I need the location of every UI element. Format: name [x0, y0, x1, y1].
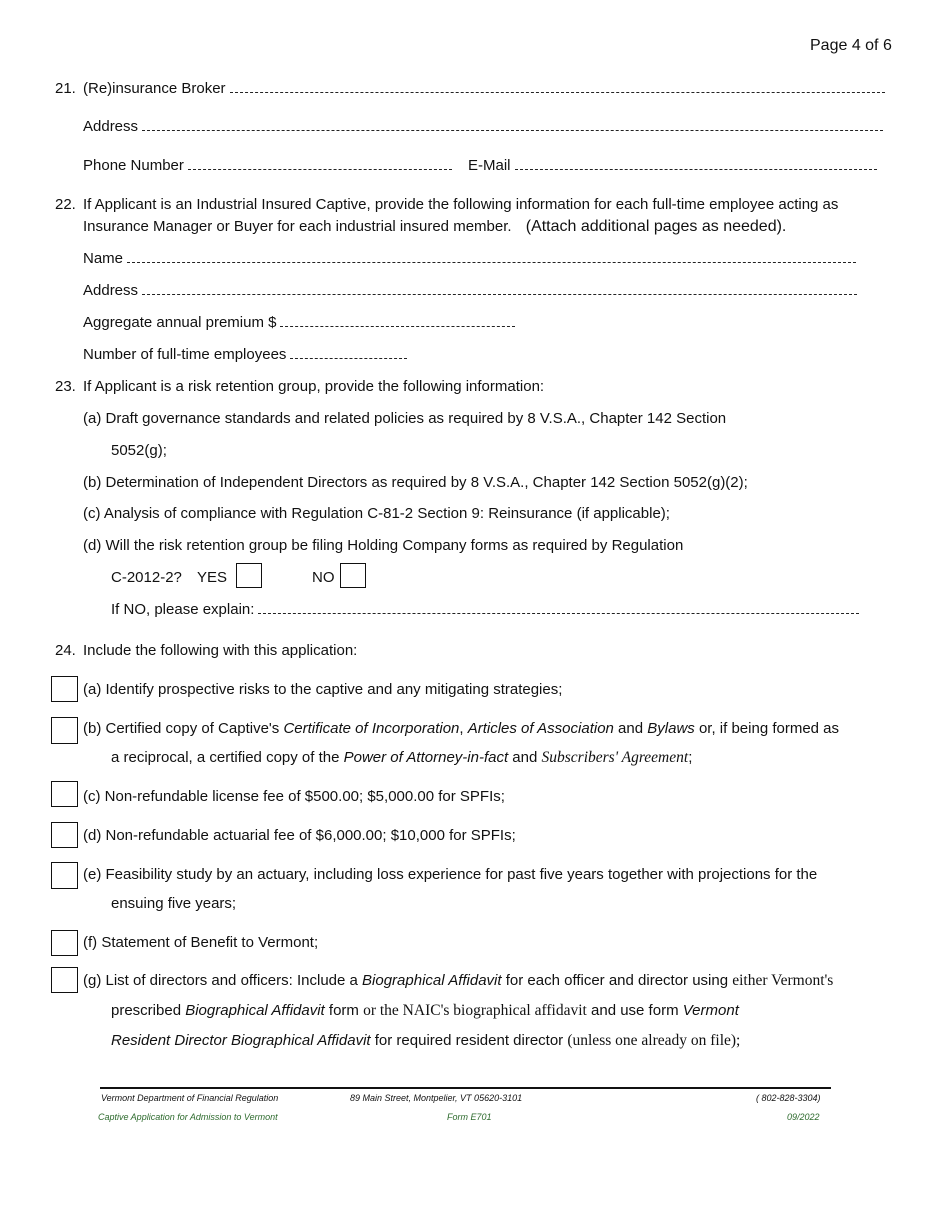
question-24-intro: Include the following with this application:	[83, 642, 358, 659]
explain-label: If NO, please explain:	[111, 601, 255, 618]
no-checkbox[interactable]	[340, 563, 366, 588]
employee-name-input[interactable]	[127, 250, 856, 263]
item-f-checkbox[interactable]	[51, 930, 78, 956]
item-a-checkbox[interactable]	[51, 676, 78, 702]
either-vermonts-text: either Vermont's	[732, 972, 834, 989]
q24-b-line2-end: ;	[688, 749, 693, 766]
page-indicator: Page 4 of 6	[810, 37, 892, 54]
q24-item-f: (f) Statement of Benefit to Vermont;	[83, 934, 319, 951]
employee-address-label: Address	[83, 282, 139, 299]
broker-email-row	[468, 157, 877, 174]
broker-address-input[interactable]	[142, 118, 883, 131]
question-23-intro: If Applicant is a risk retention group, provide the following information:	[83, 378, 545, 395]
biographical-affidavit-form-text: Biographical Affidavit	[185, 1002, 325, 1019]
q24-g-line2-text: prescribed	[111, 1002, 186, 1019]
employee-name-label: Name	[83, 250, 124, 267]
broker-email-label: E-Mail	[468, 157, 511, 174]
q24-g-line3-text: for required resident director	[370, 1032, 568, 1049]
employee-address-row	[83, 282, 857, 299]
item-c-checkbox[interactable]	[51, 781, 78, 807]
q24-b-text: (b) Certified copy of Captive's	[83, 720, 284, 737]
question-22-note: (Attach additional pages as needed).	[525, 218, 787, 235]
employee-address-input[interactable]	[142, 282, 857, 295]
footer-form-title: Captive Application for Admission to Vermont	[98, 1112, 278, 1122]
q23-item-b: (b) Determination of Independent Directors as required by 8 V.S.A., Chapter 142 Section 5052(g)(2);	[83, 474, 748, 491]
q24-item-g-line3	[111, 1032, 740, 1050]
broker-phone-row	[83, 157, 452, 174]
broker-address-row	[83, 118, 883, 135]
q24-g-line2-use-form: and use form	[586, 1002, 683, 1019]
q24-b-text-end: or, if being formed as	[694, 720, 840, 737]
question-22-text-main: Insurance Manager or Buyer for each industrial insured member.	[83, 218, 512, 235]
q24-item-b-line2	[111, 749, 692, 767]
q24-b-line2-and: and	[508, 749, 542, 766]
premium-label: Aggregate annual premium $	[83, 314, 277, 331]
question-21-number: 21.	[55, 80, 76, 97]
question-23-number: 23.	[55, 378, 76, 395]
question-22-number: 22.	[55, 196, 76, 213]
subscribers-agreement-text: Subscribers' Agreement	[541, 749, 689, 766]
broker-field-row	[83, 80, 885, 97]
q24-b-comma: ,	[459, 720, 468, 737]
broker-email-input[interactable]	[515, 157, 877, 170]
yes-checkbox[interactable]	[236, 563, 262, 588]
footer-divider	[100, 1087, 831, 1089]
q24-item-b-line1	[83, 720, 839, 737]
question-24-number: 24.	[55, 642, 76, 659]
item-e-checkbox[interactable]	[51, 862, 78, 889]
q24-item-a: (a) Identify prospective risks to the captive and any mitigating strategies;	[83, 681, 563, 698]
explain-row	[111, 601, 859, 618]
q23-item-d-line2: C-2012-2?	[111, 569, 182, 586]
q24-b-and: and	[613, 720, 648, 737]
vermont-form-text: Vermont	[682, 1002, 739, 1019]
q24-item-c: (c) Non-refundable license fee of $500.00; $5,000.00 for SPFIs;	[83, 788, 505, 805]
q24-g-text: (g) List of directors and officers: Include a	[83, 972, 363, 989]
unless-on-file-text: (unless one already on file);	[567, 1032, 741, 1049]
employees-count-row	[83, 346, 407, 363]
q23-item-d-line1: (d) Will the risk retention group be filing Holding Company forms as required by Regulation	[83, 537, 684, 554]
explain-input[interactable]	[258, 601, 859, 614]
q24-g-text-mid: for each officer and director using	[501, 972, 733, 989]
q23-item-c: (c) Analysis of compliance with Regulation C-81-2 Section 9: Reinsurance (if applicable);	[83, 505, 670, 522]
question-22-text-line2	[83, 218, 786, 236]
naic-affidavit-text: or the NAIC's biographical affidavit	[363, 1002, 587, 1019]
question-22-text-line1: If Applicant is an Industrial Insured Captive, provide the following information for each full-time employee acting as	[83, 196, 839, 213]
broker-label: (Re)insurance Broker	[83, 80, 226, 97]
broker-address-label: Address	[83, 118, 139, 135]
broker-phone-label: Phone Number	[83, 157, 184, 174]
bylaws-text: Bylaws	[647, 720, 695, 737]
q24-item-d: (d) Non-refundable actuarial fee of $6,000.00; $10,000 for SPFIs;	[83, 827, 516, 844]
item-g-checkbox[interactable]	[51, 967, 78, 993]
q24-item-g-line1	[83, 972, 833, 990]
employee-name-row	[83, 250, 856, 267]
item-b-checkbox[interactable]	[51, 717, 78, 744]
yes-label: YES	[197, 569, 228, 586]
footer-org: Vermont Department of Financial Regulation	[101, 1093, 279, 1103]
broker-input[interactable]	[230, 80, 885, 93]
certificate-of-incorporation-text: Certificate of Incorporation	[283, 720, 460, 737]
broker-phone-input[interactable]	[188, 157, 452, 170]
item-d-checkbox[interactable]	[51, 822, 78, 848]
power-of-attorney-text: Power of Attorney-in-fact	[343, 749, 509, 766]
q24-b-line2-text: a reciprocal, a certified copy of the	[111, 749, 344, 766]
q24-g-line2-form: form	[324, 1002, 364, 1019]
biographical-affidavit-text: Biographical Affidavit	[362, 972, 502, 989]
employees-count-label: Number of full-time employees	[83, 346, 287, 363]
q24-item-e-line1: (e) Feasibility study by an actuary, including loss experience for past five years together with projections for the	[83, 866, 818, 883]
no-label: NO	[312, 569, 335, 586]
q23-item-a-line1: (a) Draft governance standards and related policies as required by 8 V.S.A., Chapter 142 Section	[83, 410, 727, 427]
footer-date: 09/2022	[787, 1112, 820, 1122]
employees-count-input[interactable]	[290, 346, 407, 359]
resident-director-affidavit-text: Resident Director Biographical Affidavit	[111, 1032, 371, 1049]
q23-item-a-line2: 5052(g);	[111, 442, 167, 459]
premium-row	[83, 314, 515, 331]
articles-of-association-text: Articles of Association	[467, 720, 614, 737]
premium-input[interactable]	[280, 314, 515, 327]
footer-phone: ( 802-828-3304)	[756, 1093, 821, 1103]
q24-item-g-line2	[111, 1002, 739, 1020]
footer-form-number: Form E701	[447, 1112, 492, 1122]
footer-address: 89 Main Street, Montpelier, VT 05620-3101	[350, 1093, 523, 1103]
q24-item-e-line2: ensuing five years;	[111, 895, 237, 912]
